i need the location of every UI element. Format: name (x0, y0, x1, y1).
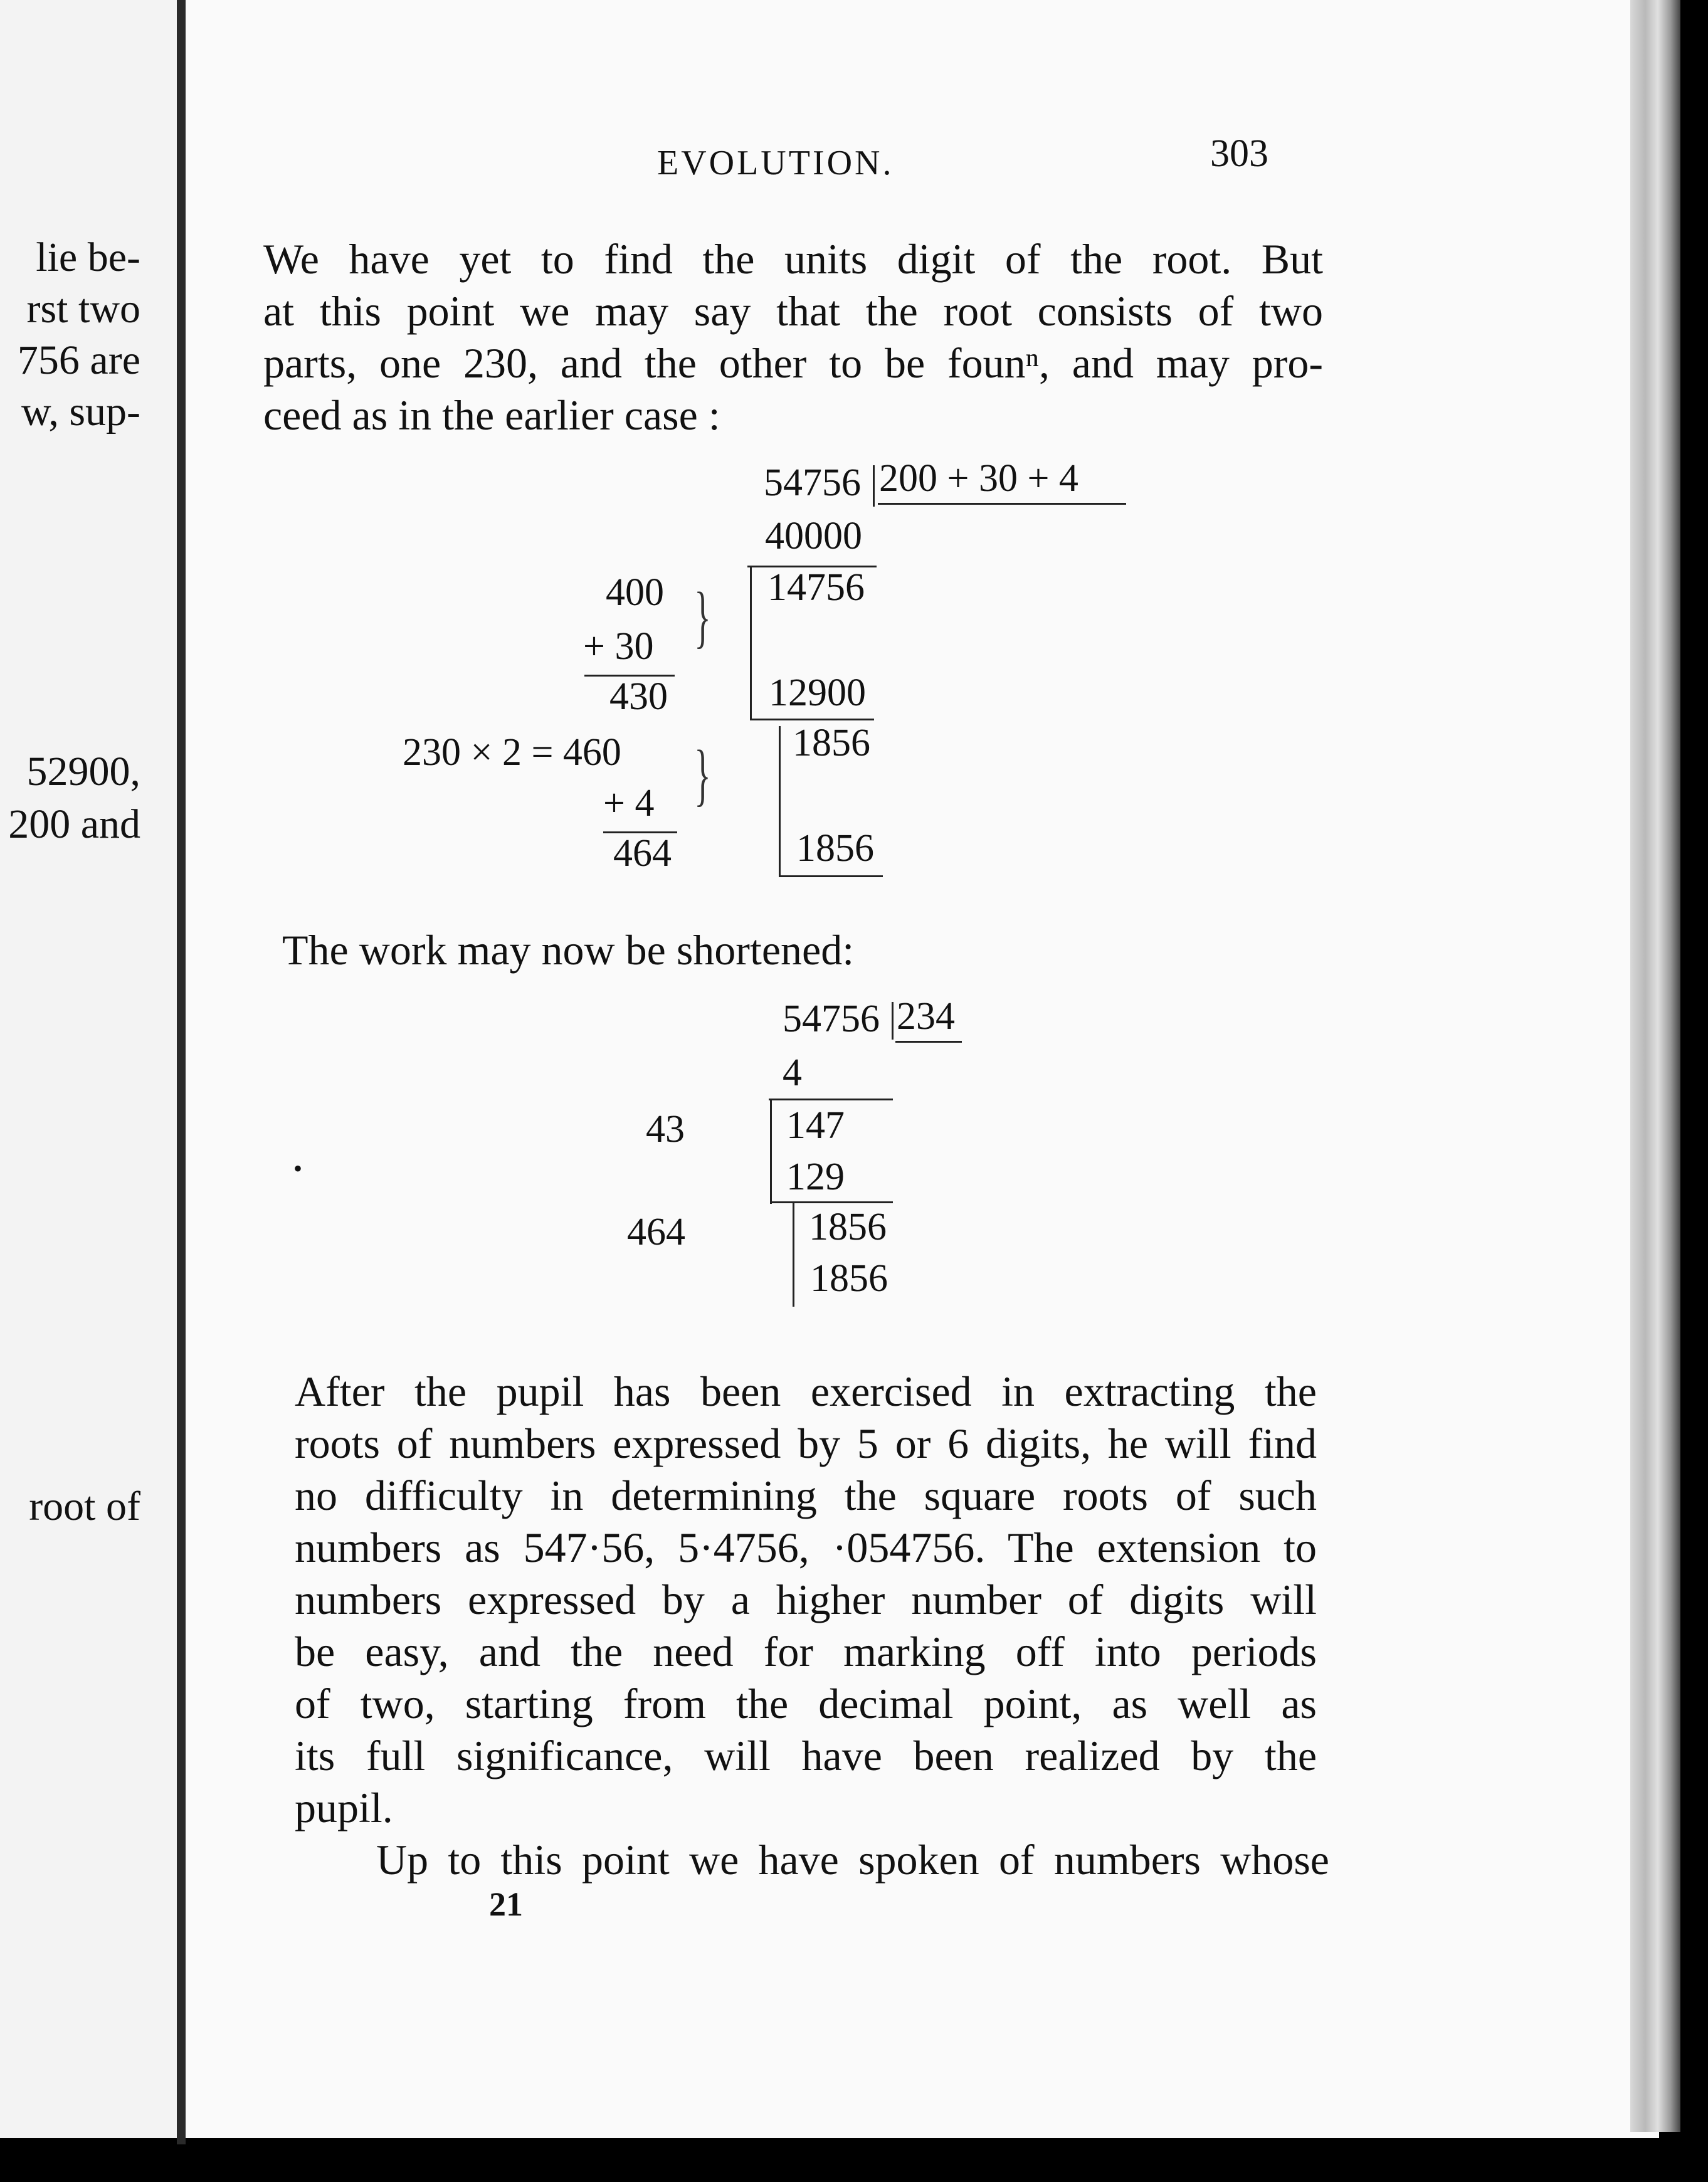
ink-dot: • (293, 1154, 303, 1183)
rule (750, 719, 874, 720)
paragraph-line: numbers expressed by a higher number of digits will (295, 1576, 1317, 1623)
paragraph-line: The work may now be shortened: (282, 926, 855, 974)
paragraph-line: of two, starting from the decimal point, as well as (295, 1680, 1317, 1727)
left-line: 52900, (26, 749, 140, 794)
remainder: 1856 (793, 722, 870, 764)
paragraph-line: at this point we may say that the root consists of two (263, 287, 1323, 335)
left-line: 200 and (8, 801, 140, 847)
divisor: 464 (627, 1211, 685, 1253)
trial-divisor: 230 × 2 = 460 (403, 731, 621, 774)
paragraph-line: roots of numbers expressed by 5 or 6 digits, he will find (295, 1420, 1317, 1467)
paragraph-line: After the pupil has been exercised in extracting the (295, 1368, 1317, 1415)
paragraph-line: ceed as in the earlier case : (263, 391, 720, 439)
bracket-bar (779, 726, 781, 877)
dividend: 54756 (783, 998, 880, 1040)
left-line: rst two (26, 286, 140, 332)
book-gutter (177, 0, 186, 2144)
divisor: 430 (609, 675, 668, 718)
left-line: lie be- (36, 235, 140, 280)
brace: } (694, 578, 711, 655)
paragraph-line: be easy, and the need for marking off into periods (295, 1628, 1317, 1675)
bracket-bar (793, 1203, 794, 1307)
running-head: EVOLUTION. (657, 144, 894, 182)
trial-divisor: 400 (606, 571, 664, 614)
divisor: 43 (646, 1108, 685, 1151)
left-line: 756 are (17, 337, 140, 383)
subtrahend: 4 (783, 1051, 802, 1094)
remainder: 147 (786, 1104, 845, 1147)
signature-mark: 21 (489, 1885, 523, 1923)
paragraph-line: its full significance, will have been realized by the (295, 1732, 1317, 1779)
trial-addend: + 4 (603, 782, 655, 825)
brace: } (694, 736, 711, 813)
dividend: 54756 (764, 461, 861, 504)
divisor: 464 (613, 832, 672, 875)
page-edge (1630, 0, 1680, 2132)
left-line: w, sup- (21, 389, 140, 435)
paragraph-line: numbers as 547·56, 5·4756, ·054756. The extension to (295, 1524, 1317, 1571)
left-line: root of (29, 1484, 140, 1529)
divider-bar (892, 1002, 894, 1040)
rule (779, 875, 883, 877)
bracket-bar (770, 1100, 772, 1204)
product: 129 (786, 1156, 845, 1198)
remainder: 14756 (767, 566, 865, 609)
bracket-bar (750, 567, 752, 720)
product: 1856 (810, 1257, 888, 1300)
paragraph-line: parts, one 230, and the other to be founⁿ, and may pro- (263, 339, 1323, 387)
root: 234 (897, 995, 955, 1038)
rule (770, 1201, 893, 1203)
root-sum: 200 + 30 + 4 (879, 457, 1078, 500)
paragraph-line: no difficulty in determining the square roots of such (295, 1472, 1317, 1519)
paragraph-line: Up to this point we have spoken of numbers whose (376, 1836, 1329, 1884)
page-number: 303 (1210, 132, 1268, 175)
paragraph-line: We have yet to find the units digit of the root. But (263, 235, 1323, 283)
product: 12900 (769, 672, 866, 714)
product: 1856 (796, 827, 874, 870)
subtrahend: 40000 (765, 515, 862, 557)
remainder: 1856 (809, 1206, 887, 1248)
divider-bar (873, 465, 875, 507)
paragraph-line: pupil. (295, 1784, 393, 1832)
rule (769, 1099, 893, 1100)
root-rule (878, 503, 1126, 505)
trial-addend: + 30 (583, 625, 654, 668)
root-rule (895, 1041, 962, 1043)
